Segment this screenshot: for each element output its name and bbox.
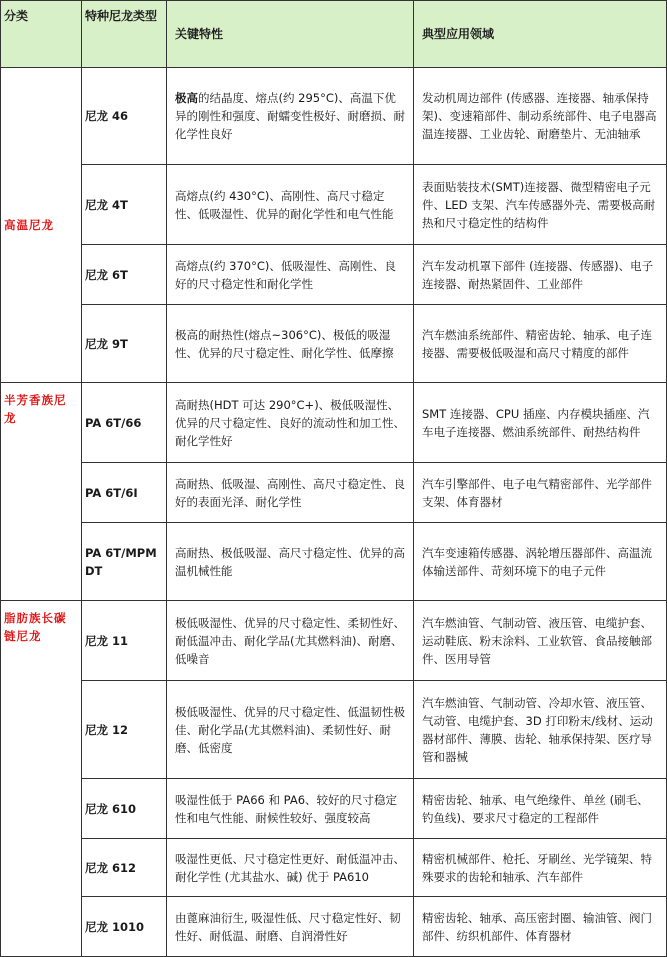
applications-cell: 汽车燃油系统部件、精密齿轮、轴承、电子连接器、需要极低吸湿和高尺寸精度的部件 (414, 305, 667, 383)
header-category: 分类 (1, 1, 82, 68)
table-row (1, 601, 667, 681)
category-cell: 高温尼龙 (1, 68, 82, 383)
type-cell: 尼龙 12 (82, 681, 167, 779)
table-row (1, 165, 667, 245)
properties-cell: 高耐热、低吸湿、高刚性、高尺寸稳定性、良好的表面光泽、耐化学性 (167, 463, 414, 523)
table-row (1, 463, 667, 523)
properties-cell: 极低吸湿性、优异的尺寸稳定性、柔韧性好、耐低温冲击、耐化学品(尤其燃料油)、耐磨、低噪音 (167, 601, 414, 681)
properties-lead: 极高 (175, 91, 198, 105)
table-row (1, 245, 667, 305)
header-type: 特种尼龙类型 (82, 1, 167, 68)
type-cell: 尼龙 6T (82, 245, 167, 305)
table-row (1, 68, 667, 165)
table-row (1, 839, 667, 897)
applications-cell: 汽车引擎部件、电子电气精密部件、光学部件支架、体育器材 (414, 463, 667, 523)
type-cell: PA 6T/MPMDT (82, 523, 167, 601)
properties-cell: 极高的耐热性(熔点~306°C)、极低的吸湿性、优异的尺寸稳定性、耐化学性、低摩擦 (167, 305, 414, 383)
applications-cell: 汽车发动机罩下部件 (连接器、传感器)、电子连接器、耐热紧固件、工业部件 (414, 245, 667, 305)
applications-cell: 精密机械部件、枪托、牙刷丝、光学镜架、特殊要求的齿轮和轴承、汽车部件 (414, 839, 667, 897)
properties-cell: 极低吸湿性、优异的尺寸稳定性、低温韧性极佳、耐化学品(尤其燃料油)、柔韧性好、耐磨、低密度 (167, 681, 414, 779)
type-cell: 尼龙 9T (82, 305, 167, 383)
table-row (1, 897, 667, 957)
table-header-row (1, 1, 667, 68)
type-cell: PA 6T/6I (82, 463, 167, 523)
type-cell: 尼龙 612 (82, 839, 167, 897)
properties-cell (167, 68, 414, 165)
category-cell: 半芳香族尼龙 (1, 383, 82, 601)
properties-cell: 吸湿性低于 PA66 和 PA6、较好的尺寸稳定性和电气性能、耐候性较好、强度较高 (167, 779, 414, 839)
properties-cell: 高耐热(HDT 可达 290°C+)、极低吸湿性、优异的尺寸稳定性、良好的流动性和加工性、耐化学性好 (167, 383, 414, 463)
table-row (1, 779, 667, 839)
applications-cell: 汽车变速箱传感器、涡轮增压器部件、高温流体输送部件、苛刻环境下的电子元件 (414, 523, 667, 601)
type-cell: 尼龙 1010 (82, 897, 167, 957)
applications-cell: SMT 连接器、CPU 插座、内存模块插座、汽车电子连接器、燃油系统部件、耐热结构件 (414, 383, 667, 463)
applications-cell: 精密齿轮、轴承、电气绝缘件、单丝 (刷毛、钓鱼线)、要求尺寸稳定的工程部件 (414, 779, 667, 839)
type-cell: PA 6T/66 (82, 383, 167, 463)
table-row (1, 305, 667, 383)
type-cell: 尼龙 11 (82, 601, 167, 681)
properties-cell: 由蓖麻油衍生, 吸湿性低、尺寸稳定性好、韧性好、耐低温、耐磨、自润滑性好 (167, 897, 414, 957)
table-row (1, 523, 667, 601)
applications-cell: 汽车燃油管、气制动管、冷却水管、液压管、气动管、电缆护套、3D 打印粉末/线材、运动器材部件、薄膜、齿轮、轴承保持架、医疗导管和器械 (414, 681, 667, 779)
applications-cell: 汽车燃油管、气制动管、液压管、电缆护套、运动鞋底、粉末涂料、工业软管、食品接触部件、医用导管 (414, 601, 667, 681)
table-row (1, 383, 667, 463)
applications-cell: 发动机周边部件 (传感器、连接器、轴承保持架)、变速箱部件、制动系统部件、电子电器高温连接器、工业齿轮、耐磨垫片、无油轴承 (414, 68, 667, 165)
applications-cell: 表面贴装技术(SMT)连接器、微型精密电子元件、LED 支架、汽车传感器外壳、需要极高耐热和尺寸稳定性的结构件 (414, 165, 667, 245)
type-cell: 尼龙 4T (82, 165, 167, 245)
category-cell: 脂肪族长碳链尼龙 (1, 601, 82, 957)
applications-cell: 精密齿轮、轴承、高压密封圈、输油管、阀门部件、纺织机部件、体育器材 (414, 897, 667, 957)
header-applications: 典型应用领域 (414, 1, 667, 68)
properties-cell: 高熔点(约 370°C)、低吸湿性、高刚性、良好的尺寸稳定性和耐化学性 (167, 245, 414, 305)
table-row (1, 681, 667, 779)
properties-text: 的结晶度、熔点(约 295°C)、高温下优异的刚性和强度、耐蠕变性极好、耐磨损、耐化学性良好 (175, 91, 405, 141)
header-properties: 关键特性 (167, 1, 414, 68)
properties-cell: 吸湿性更低、尺寸稳定性更好、耐低温冲击、耐化学性 (尤其盐水、碱) 优于 PA610 (167, 839, 414, 897)
type-cell: 尼龙 46 (82, 68, 167, 165)
properties-cell: 高熔点(约 430°C)、高刚性、高尺寸稳定性、低吸湿性、优异的耐化学性和电气性能 (167, 165, 414, 245)
properties-cell: 高耐热、极低吸湿、高尺寸稳定性、优异的高温机械性能 (167, 523, 414, 601)
type-cell: 尼龙 610 (82, 779, 167, 839)
